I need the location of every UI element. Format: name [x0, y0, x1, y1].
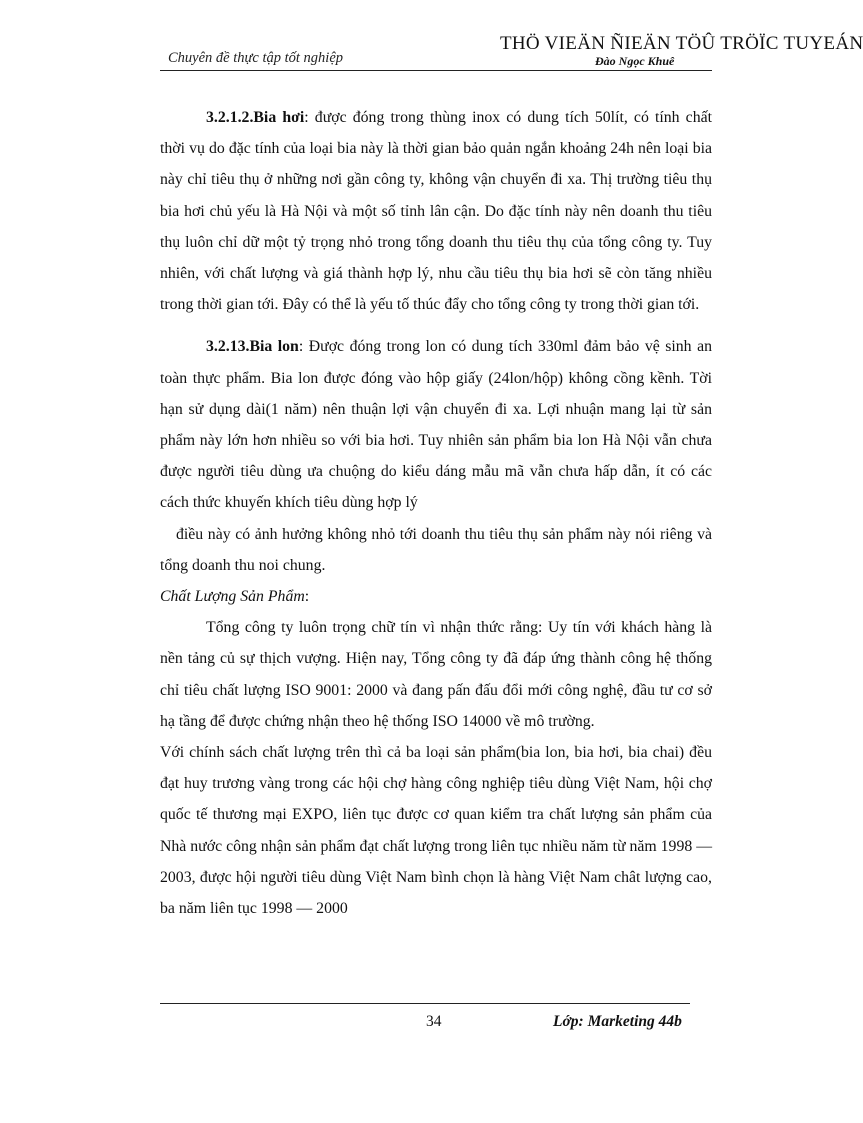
heading-bia-lon: 3.2.13.Bia lon: [206, 338, 299, 356]
quality-heading: Chất Lượng Sản Phẩm: [160, 588, 305, 606]
paragraph-quality-2: Với chính sách chất lượng trên thì cả ba loại sản phẩm(bia lon, bia hơi, bia chai) đều đạt huy trương vàng trong các hội chợ hàng công nghiệp tiêu dùng Việt Nam, hội chợ quốc tế thương mại EXPO, liên tục được cơ quan kiểm tra chất lượng sản phẩm của Nhà nước công nhận sản phẩm đạt chất lượng trong liên tục nhiều năm từ năm 1998 — 2003, được hội người tiêu dùng Việt Nam bình chọn là hàng Việt Nam chât lượng cao, ba năm liên tục 1998 — 2000: [160, 744, 712, 918]
heading-bia-hoi: 3.2.1.2.Bia hơi: [206, 109, 305, 126]
paragraph-quality-1: Tổng công ty luôn trọng chữ tín vì nhận thức rằng: Uy tín với khách hàng là nền tảng củ sự thịch vượng. Hiện nay, Tổng công ty đã đáp ứng thành công hệ thống chỉ tiêu chất lượng ISO 9001: 2000 và đang pấn đấu đổi mới công nghệ, đầu tư cơ sở hạ tầng để được chứng nhận theo hệ thống ISO 14000 về mô trường.: [160, 619, 712, 730]
paragraph-bia-hoi: [160, 102, 712, 320]
document-body: [160, 102, 712, 924]
text-bia-hoi: : được đóng trong thùng inox có dung tích 50lít, có tính chất thời vụ do đặc tính của loại bia này là thời gian bảo quản ngắn khoảng 24h nên loại bia này chỉ tiêu thụ ở những nơi gần công ty, không vận chuyển đi xa. Thị trường tiêu thụ bia hơi chủ yếu là Hà Nội và một số tỉnh lân cận. Do đặc tính này nên doanh thu tiêu thụ luôn chỉ dữ một tỷ trọng nhỏ trong tổng doanh thu tiêu thụ của tổng công ty. Tuy nhiên, với chất lượng và giá thành hợp lý, nhu cầu tiêu thụ bia hơi sẽ còn tăng nhiều trong thời gian tới. Đây có thể là yếu tố thúc đẩy cho tổng công ty trong thời gian tới.: [160, 109, 712, 314]
header-document-type: Chuyên đề thực tập tốt nghiệp: [168, 50, 344, 66]
header-watermark: THÖ VIEÄN ÑIEÄN TÖÛ TRÖÏC TUYEÁN: [500, 33, 863, 54]
page-number: 34: [426, 1013, 442, 1030]
paragraph-bia-lon-continuation: điều này có ảnh hưởng không nhỏ tới doanh thu tiêu thụ sản phẩm này nói riêng và tổng doanh thu noi chung.: [160, 525, 712, 574]
footer-divider: [160, 1003, 690, 1004]
quality-heading-suffix: :: [304, 588, 310, 606]
quality-heading-line: [160, 581, 712, 612]
text-bia-lon: : Được đóng trong lon có dung tích 330ml đảm bảo vệ sinh an toàn thực phẩm. Bia lon được đóng vào hộp giấy (24lon/hộp) không cồng kềnh. Tời hạn sử dụng dài(1 năm) nên thuận lợi vận chuyển đi xa. Lợi nhuận mang lại từ sản phẩm này lớn hơn nhiều so với bia hơi. Tuy nhiên sản phẩm bia lon Hà Nội vẫn chưa được người tiêu dùng ưa chuộng do kiểu dáng mẫu mã vẫn chưa hấp dẫn, ít có các cách thức khuyến khích tiêu dùng hợp lý: [160, 338, 712, 512]
paragraph-bia-lon: [160, 331, 712, 518]
footer-class-label: Lớp: Marketing 44b: [553, 1013, 682, 1030]
header-author: Ðào Ngọc Khuê: [595, 54, 675, 68]
header-divider: [160, 70, 712, 71]
